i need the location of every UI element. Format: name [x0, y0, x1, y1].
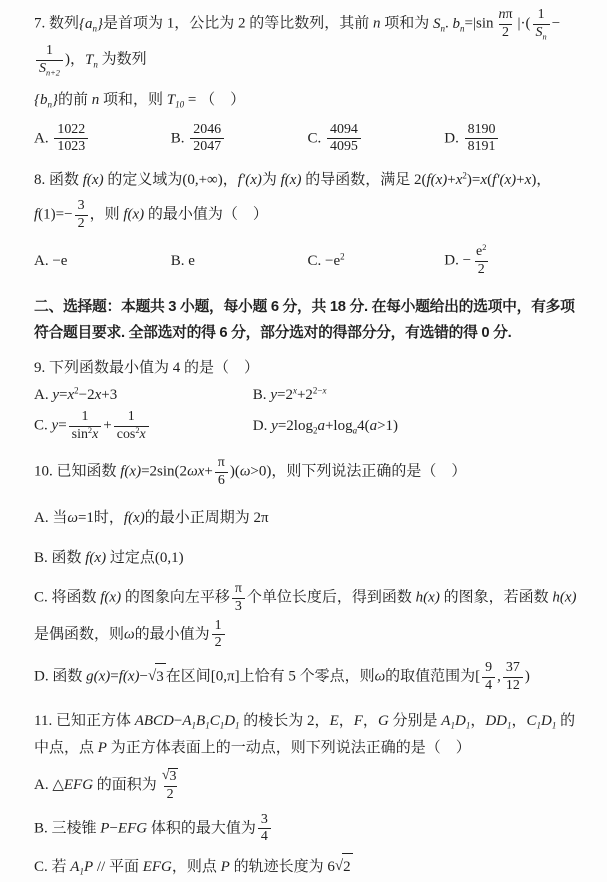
section-2-header: 二、选择题：本题共 3 小题，每小题 6 分，共 18 分. 在每小题给出的选项中，有多项符合题目要求. 全部选对的得 6 分，部分选对的得部分分，有选错的得 0 分. — [34, 298, 575, 342]
question-9-options-row-2 — [34, 408, 581, 444]
question-8-option-a: A. −e — [34, 253, 68, 270]
question-9-options-row-1 — [34, 387, 581, 404]
question-10-option-c: C. 将函数 f(x) 的图象向左平移 $\frac{\pi}{3}$ 个单位长度后，得到函数 h(x) 的图象，若函数 h(x) 是偶函数，则ω的最小值为 $\frac{1}{2}$ — [34, 581, 577, 651]
question-7-option-a: A. $\frac{1022}{1023}$ — [34, 121, 171, 157]
question-10-option-d: D. 函数 g(x)=f(x)−√3 在区间[0,π]上恰有 5 个零点，则ω的取值范围为[ $\frac{9}{4}$ , $\frac{37}{12}$ ) — [34, 660, 530, 693]
question-7-stem-line-1: 7. 数列$\{a_n\}$是首项为 1，公比为 2 的等比数列，其前 n 项和为 $S_n$. $b_n=|\sin$ $\frac{n\pi}{2}$ |·( $\frac{1}{S_n}$ − $\frac{1}{S_{n+2}}$ )，$T_n$ 为数列 — [34, 7, 561, 78]
question-8-option-d: D. − $\frac{e^2}{2}$ — [444, 243, 487, 278]
question-11-option-b: B. 三棱锥 P−EFG 体积的最大值为 $\frac{3}{4}$ — [34, 811, 581, 847]
question-7-option-b: B. $\frac{2046}{2047}$ — [171, 121, 308, 157]
question-7-option-d: D. $\frac{8190}{8191}$ — [444, 121, 581, 157]
question-10-option-b: B. 函数 f(x) 过定点(0,1) — [34, 549, 184, 566]
question-11-option-a: A. △EFG 的面积为 $\frac{√3}{2}$ — [34, 768, 177, 802]
question-7-options — [34, 121, 581, 157]
question-9-option-a: A. $y=x^2-2x+3$ — [34, 385, 118, 403]
question-8-options — [34, 243, 581, 279]
question-7-option-c: C. $\frac{4094}{4095}$ — [308, 121, 445, 157]
question-8-option-b: B. e — [170, 253, 195, 270]
question-8-option-c: C. $-e^2$ — [307, 251, 345, 270]
question-7-stem-line-2: $\{b_n\}$的前 n 项和，则 $T_{10}$ = （ ） — [34, 91, 246, 110]
question-9-stem: 9. 下列函数最小值为 4 的是（ ） — [34, 360, 260, 377]
question-11-option-c: C. 若 $A_1P$ // 平面 EFG，则点 P 的轨迹长度为 6√2 — [34, 853, 581, 882]
question-9-option-d: D. $y=2\log_2a+\log_a4(a>1)$ — [252, 417, 399, 436]
question-10-option-a: A. 当ω=1时，f(x)的最小正周期为 2π — [34, 509, 269, 526]
question-9-option-c: C. y= $\frac{1}{\sin^2x}$ + $\frac{1}{\cos^2x}$ — [34, 408, 253, 444]
question-9-option-b: B. $y=2^x+2^{2-x}$ — [252, 385, 327, 403]
question-10-stem: 10. 已知函数 f(x)=2sin(2ωx+ $\frac{\pi}{6}$ )(ω>0)，则下列说法正确的是（ ） — [34, 455, 467, 489]
question-8-stem-line-2: f(1)=− $\frac{3}{2}$ ，则 f(x) 的最小值为（ ） — [34, 197, 268, 231]
question-8-stem-line-1: 8. 函数 f(x) 的定义域为(0,+∞)，f′(x)为 f(x) 的导函数，满足 $2(f(x)+x^2)=x(f'(x)+x)$， — [34, 170, 552, 189]
question-11-stem: 11. 已知正方体 $ABCD-A_1B_1C_1D_1$ 的棱长为 2，E，F，G 分别是 $A_1D_1$，$DD_1$，$C_1D_1$ 的中点，点 P 为正方体表面上的一动点，则下列说法正确的是（ ） — [34, 712, 576, 757]
